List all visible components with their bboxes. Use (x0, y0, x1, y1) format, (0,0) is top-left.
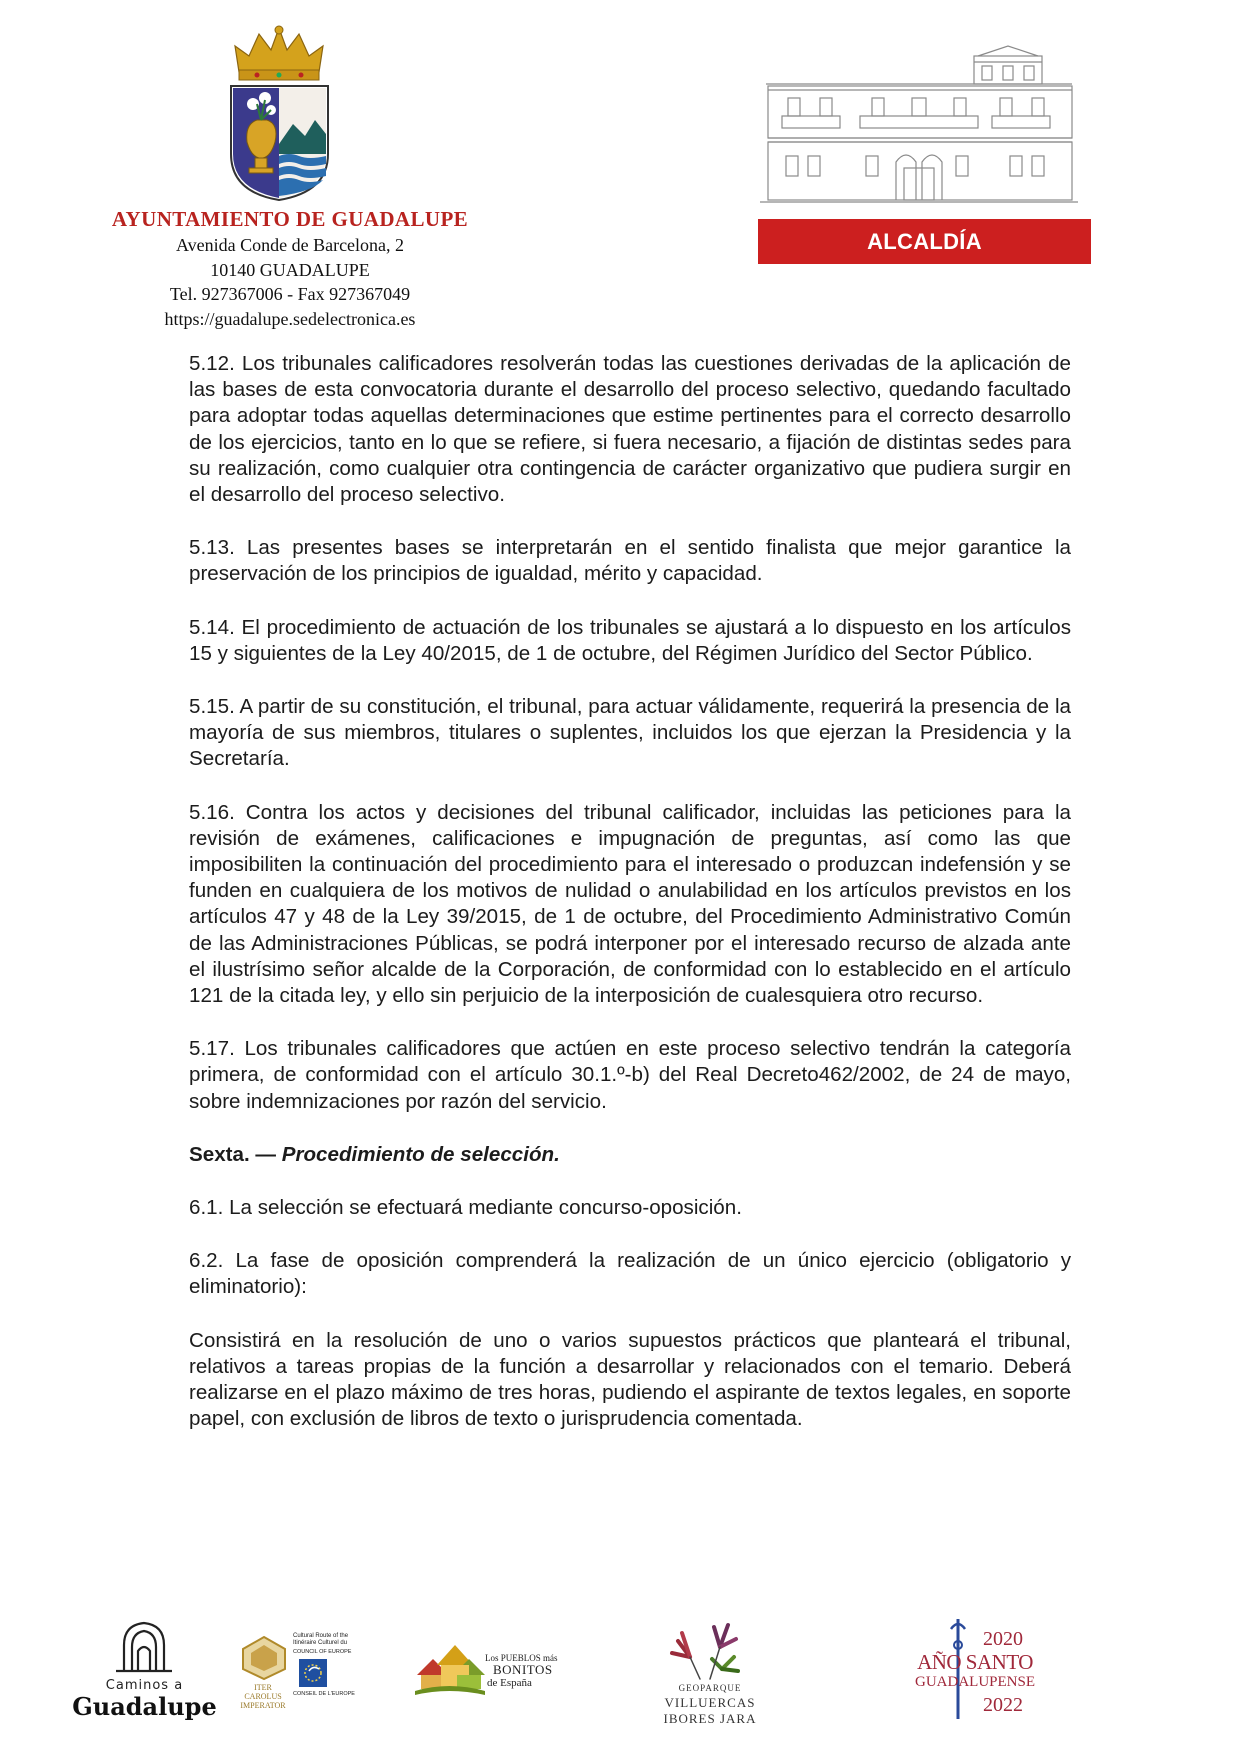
santo-line-2: GUADALUPENSE (915, 1674, 1035, 1690)
paragraph-5-17: 5.17. Los tribunales calificadores que actúen en este proceso selectivo tendrán la categoría primera, de conformidad con el artículo 30.1.º-b) del Real Decreto462/2002, de 24 de mayo, sobre indemnizaciones por razón del servicio. (189, 1037, 1071, 1113)
address-line-2: 10140 GUADALUPE (210, 259, 370, 280)
geoparque-line-3: IBORES JARA (663, 1711, 757, 1726)
geoparque-line-2: VILLUERCAS (664, 1695, 756, 1710)
organization-name: AYUNTAMIENTO DE GUADALUPE (111, 207, 469, 231)
paragraph-5-16: 5.16. Contra los actos y decisiones del tribunal calificador, incluidas las peticiones para la revisión de exámenes, calificaciones e impugnación de preguntas, así como las que imposibiliten la continuación del procedimiento para el interesado o produzcan indefensión y se funden en cualquiera de los motivos de nulidad o anulabilidad en los artículos previstos en los artículos 47 y 48 de la Ley 39/2015, de 1 de octubre, del Procedimiento Administrativo Común de las Administraciones Públicas, se podrá interponer por el interesado recurso de alzada ante el ilustrísimo señor alcalde de la Corporación, de conformidad con lo establecido en el artículo 121 de la citada ley, y ello sin perjuicio de la interposición de cualesquiera otro recurso. (189, 800, 1071, 1008)
pueblos-houses-icon (413, 1635, 487, 1697)
santo-year-2022: 2022 (983, 1694, 1023, 1716)
footer-logos (0, 1605, 1241, 1735)
paragraph-6-2: 6.2. La fase de oposición comprenderá la realización de un único ejercicio (obligatorio y eliminatorio): (189, 1249, 1071, 1299)
town-hall-building-image (760, 44, 1078, 212)
santo-year-2020: 2020 (983, 1628, 1023, 1650)
alcaldia-banner: ALCALDÍA (758, 219, 1091, 264)
section-number: Sexta. — (189, 1142, 282, 1166)
paragraph-exercise-description: Consistirá en la resolución de uno o varios supuestos prácticos que planteará el tribunal, relativos a tareas propias de la función a desarrollar y relacionados con el temario. Deberá realizarse en el plazo máximo de tres horas, pudiendo el aspirante de textos legales, en soporte papel, con exclusión de libros de texto o jurisprudencia comentada. (189, 1328, 1071, 1431)
iter-carolus-text: ITER CAROLUS IMPERATOR (240, 1683, 286, 1710)
paragraph-5-12: 5.12. Los tribunales calificadores resolverán todas las cuestiones derivadas de la aplicación de las bases de esta convocatoria durante el desarrollo del proceso selectivo, quedando facultado para adoptar todas aquellas determinaciones que estime pertinentes para el correcto desarrollo de los ejercicios, tanto en lo que se refiere, si fuera necesario, a fijación de distintas sedes para su realización, como cualquier otra contingencia de carácter organizativo que pudiera surgir en el desarrollo del proceso selectivo. (189, 352, 1071, 507)
caminos-line-1: Caminos a (105, 1678, 184, 1693)
iter-carolus-council-of-europe-logo (233, 1633, 358, 1713)
organization-info (80, 205, 500, 331)
iter-carolus-emblem-icon (239, 1635, 289, 1681)
council-of-europe-flag-icon (299, 1659, 327, 1687)
address-line-1: Avenida Conde de Barcelona, 2 (175, 235, 405, 255)
website: https://guadalupe.sedelectronica.es (164, 308, 416, 329)
section-title: Procedimiento de selección. (281, 1142, 560, 1166)
pueblos-line-3: de España (487, 1677, 532, 1689)
paragraph-5-15: 5.15. A partir de su constitución, el tribunal, para actuar válidamente, requerirá la presencia de la mayoría de sus miembros, titulares o suplentes, incluidos los que ejerzan la Presidencia y la Secretaría. (189, 695, 1071, 771)
document-body (189, 351, 1071, 1460)
geoparque-leaves-icon (660, 1617, 760, 1681)
paragraph-5-14: 5.14. El procedimiento de actuación de los tribunales se ajustará a lo dispuesto en los artículos 15 y siguientes de la Ley 40/2015, de 1 de octubre, del Régimen Jurídico del Sector Público. (189, 615, 1071, 665)
paragraph-5-13: 5.13. Las presentes bases se interpretarán en el sentido finalista que mejor garantice la preservación de los principios de igualdad, mérito y capacidad. (189, 536, 1071, 586)
arch-icon (72, 1617, 217, 1673)
paragraph-6-1: 6.1. La selección se efectuará mediante concurso-oposición. (189, 1196, 742, 1220)
council-of-europe-text: COUNCIL OF EUROPE (293, 1649, 352, 1655)
coat-of-arms-logo (227, 24, 332, 204)
caminos-line-2: Guadalupe (72, 1692, 217, 1721)
conseil-de-leurope-text: CONSEIL DE L'EUROPE (293, 1691, 355, 1697)
santo-line-1: AÑO SANTO (917, 1650, 1033, 1674)
section-heading (189, 1142, 1071, 1168)
pueblos-line-2: BONITOS (493, 1662, 553, 1677)
cultural-route-text: Cultural Route of the Itinéraire Culturel du (293, 1633, 349, 1646)
pueblos-line-1: Los PUEBLOS más (485, 1653, 558, 1663)
geoparque-villuercas-logo (650, 1617, 770, 1727)
geoparque-line-1: GEOPARQUE (678, 1683, 742, 1693)
pueblos-mas-bonitos-logo (413, 1635, 558, 1705)
ano-santo-guadalupense-logo (905, 1615, 1045, 1727)
phone-fax: Tel. 927367006 - Fax 927367049 (169, 284, 411, 304)
caminos-a-guadalupe-logo (72, 1617, 217, 1721)
